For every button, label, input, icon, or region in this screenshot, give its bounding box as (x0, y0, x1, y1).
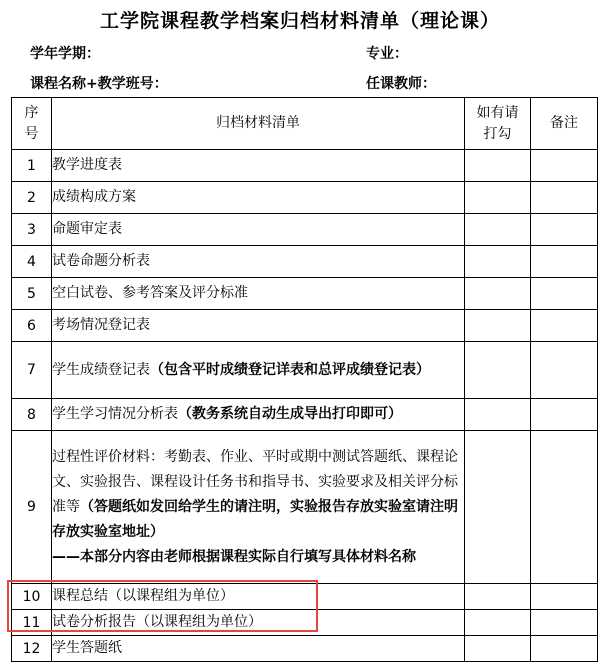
table-row (12, 342, 598, 399)
row-no: 9 (12, 431, 52, 584)
row-text: 课程总结（以课程组为单位） (52, 584, 465, 610)
row-no: 1 (12, 150, 52, 182)
row-text: 试卷分析报告（以课程组为单位） (52, 610, 465, 636)
archive-table (11, 97, 598, 662)
check-cell[interactable] (465, 214, 531, 246)
row-no: 4 (12, 246, 52, 278)
check-cell[interactable] (465, 636, 531, 662)
row-no: 5 (12, 278, 52, 310)
header-no-line1: 序 (24, 104, 39, 121)
check-cell[interactable] (465, 431, 531, 584)
header-check (465, 98, 531, 150)
row-text-main: 学生成绩登记表 (52, 361, 150, 378)
row-no: 6 (12, 310, 52, 342)
row-text (52, 342, 465, 399)
row-text: 成绩构成方案 (52, 182, 465, 214)
header-no (12, 98, 52, 150)
row-text (52, 431, 465, 584)
check-cell[interactable] (465, 246, 531, 278)
remark-cell[interactable] (531, 214, 598, 246)
row-no: 10 (12, 584, 52, 610)
remark-cell[interactable] (531, 278, 598, 310)
row-no: 7 (12, 342, 52, 399)
row-text-main: 学生学习情况分析表 (52, 406, 178, 422)
table-row (12, 431, 598, 584)
row-no: 3 (12, 214, 52, 246)
row-text (52, 399, 465, 431)
table-row (12, 278, 598, 310)
school-year-label: 学年学期： (30, 46, 100, 62)
header-list: 归档材料清单 (52, 98, 465, 150)
table-row (12, 150, 598, 182)
remark-cell[interactable] (531, 150, 598, 182)
remark-cell[interactable] (531, 584, 598, 610)
check-cell[interactable] (465, 342, 531, 399)
table-row (12, 246, 598, 278)
table-row (12, 214, 598, 246)
check-cell[interactable] (465, 182, 531, 214)
table-row (12, 310, 598, 342)
header-remark: 备注 (531, 98, 598, 150)
remark-cell[interactable] (531, 431, 598, 584)
row-text: 学生答题纸 (52, 636, 465, 662)
row-text: 教学进度表 (52, 150, 465, 182)
header-check-line2: 打勾 (483, 125, 512, 142)
row-no: 8 (12, 399, 52, 431)
teacher-label: 任课教师： (366, 76, 436, 92)
remark-cell[interactable] (531, 342, 598, 399)
row-text: 空白试卷、参考答案及评分标准 (52, 278, 465, 310)
header-no-line2: 号 (24, 125, 39, 142)
row-text-note: （答题纸如发回给学生的请注明，实验报告存放实验室请注明存放实验室地址） (52, 498, 458, 540)
table-row (12, 610, 598, 636)
row-no: 11 (12, 610, 52, 636)
remark-cell[interactable] (531, 399, 598, 431)
check-cell[interactable] (465, 399, 531, 431)
row-no: 2 (12, 182, 52, 214)
row-text: 命题审定表 (52, 214, 465, 246)
course-label: 课程名称+教学班号： (30, 76, 168, 92)
remark-cell[interactable] (531, 310, 598, 342)
table-row (12, 584, 598, 610)
remark-cell[interactable] (531, 610, 598, 636)
table-header-row (12, 98, 598, 150)
check-cell[interactable] (465, 150, 531, 182)
row-text: 试卷命题分析表 (52, 246, 465, 278)
page-title: 工学院课程教学档案归档材料清单（理论课） (99, 10, 500, 32)
header-check-line1: 如有请 (476, 104, 519, 121)
row-text-note2: ——本部分内容由老师根据课程实际自行填写具体材料名称 (52, 548, 416, 565)
row-no: 12 (12, 636, 52, 662)
table-row (12, 182, 598, 214)
remark-cell[interactable] (531, 182, 598, 214)
check-cell[interactable] (465, 278, 531, 310)
row-text-main: 过程性评价材料：考勤表、作业、平时或期中测试答题纸、课程论文、实验报告、课程设计任务书和指导书、实验要求及相关评分标准等 (52, 448, 458, 515)
row-text: 考场情况登记表 (52, 310, 465, 342)
table-row (12, 399, 598, 431)
table-row (12, 636, 598, 662)
check-cell[interactable] (465, 310, 531, 342)
row-text-note: （教务系统自动生成导出打印即可） (178, 406, 402, 422)
check-cell[interactable] (465, 584, 531, 610)
row-text-note: （包含平时成绩登记详表和总评成绩登记表） (150, 361, 430, 378)
check-cell[interactable] (465, 610, 531, 636)
major-label: 专业： (366, 46, 408, 62)
remark-cell[interactable] (531, 246, 598, 278)
remark-cell[interactable] (531, 636, 598, 662)
